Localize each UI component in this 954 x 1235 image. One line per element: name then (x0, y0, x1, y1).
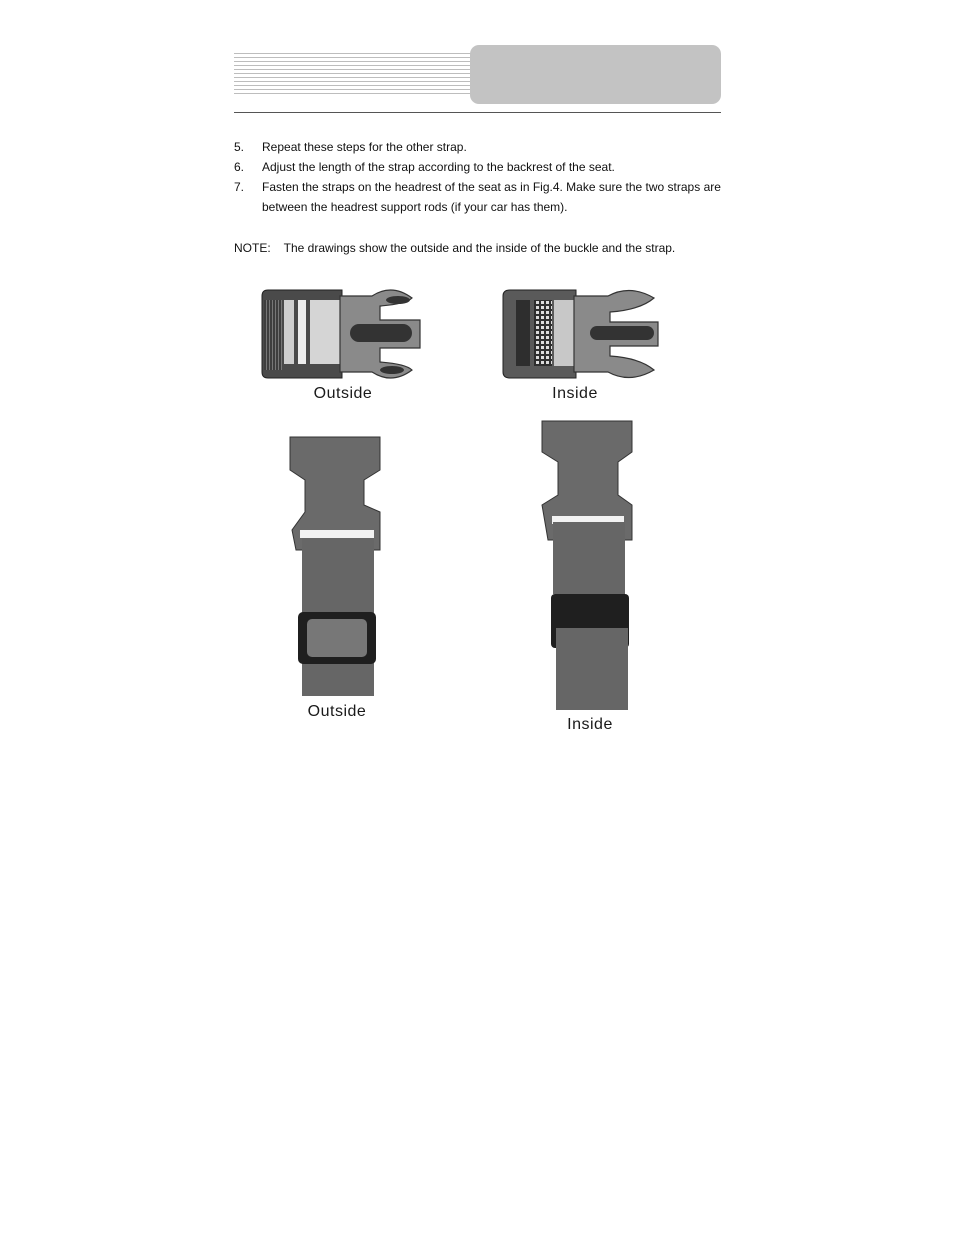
buckle-inside-caption: Inside (552, 385, 598, 402)
strap-outside-drawing (290, 437, 380, 696)
step-text: Fasten the straps on the headrest of the seat as in Fig.4. Make sure the two straps are between the headrest support rods (if your car has them). (262, 180, 721, 214)
step-number: 5. (234, 140, 245, 154)
buckle-inside-drawing (503, 290, 658, 378)
buckle-outside-caption: Outside (313, 385, 373, 402)
step-number: 6. (234, 160, 245, 174)
step-text: Repeat these steps for the other strap. (262, 140, 467, 154)
step-number: 7. (234, 180, 245, 194)
strap-inside-drawing (542, 421, 632, 710)
strap-outside-caption: Outside (307, 703, 367, 720)
step-text: Adjust the length of the strap according to the backrest of the seat. (262, 160, 615, 174)
note-text: The drawings show the outside and the inside of the buckle and the strap. (283, 241, 676, 255)
buckle-outside-drawing (262, 290, 420, 378)
note-label: NOTE: (234, 241, 271, 255)
strap-inside-caption: Inside (567, 716, 613, 733)
